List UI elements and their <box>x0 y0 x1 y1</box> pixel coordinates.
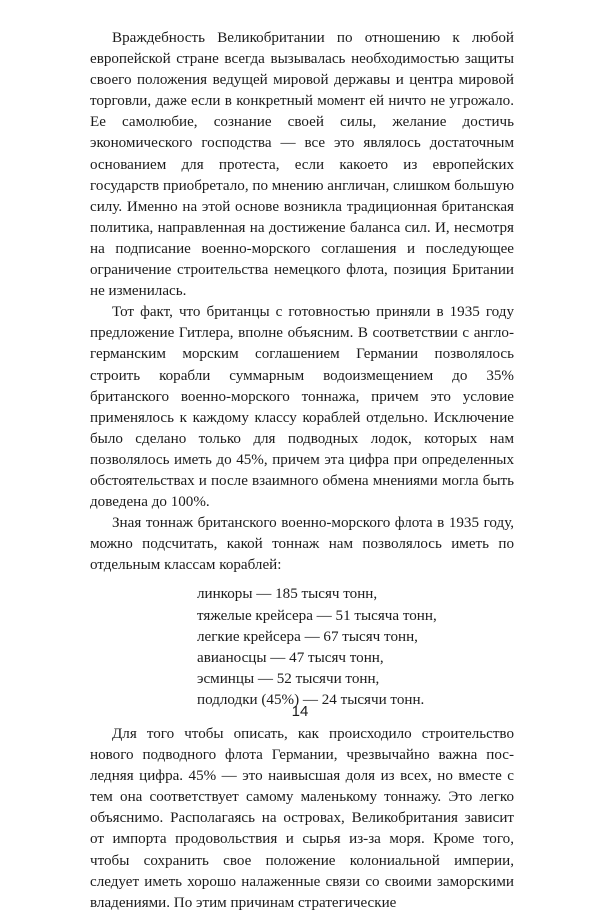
list-item: линкоры — 185 тысяч тонн, <box>197 586 378 603</box>
list-item: авианосцы — 47 тысяч тонн, <box>197 649 384 666</box>
list-item: подлодки (45%) — 24 тысячи тонн. <box>197 691 425 708</box>
ship-tonnage-list <box>90 584 514 711</box>
paragraph-2: Тот факт, что британцы с готовностью приняли в 1935 году предложение Гитлера, вполне объясним. В соответствии с англо-германским морским соглашением Германии позволялось строить корабли суммарным водоизмещением до 35% британского военно-морского тоннажа, причем это условие применялось к каждому классу кораблей отдельно. Исключение было сделано только для подводных лодок, которых нам позволялось иметь до 45%, причем эта цифра при определенных обстоятельствах и после взаимного обмена мнениями могла быть доведена до 100%. <box>90 304 514 511</box>
paragraph-4: Для того чтобы описать, как происходило строительство нового подводного флота Германии, чрезвычайно важна последняя цифра. 45% — это наивысшая доля из всех, но вместе с тем она соответствует самому маленькому тоннажу. Это легко объяснимо. Располагаясь на островах, Великобритания зависит от импорта продовольствия и сырья из-за моря. Кроме того, чтобы сохранить свое положение колониальной империи, следует иметь хорошо налаженные связи со своими заморскими владениями. По этим причинам стратегические <box>90 726 514 911</box>
page-body <box>90 28 514 914</box>
paragraph-3: Зная тоннаж британского военно-морского флота в 1935 году, можно подсчитать, какой тоннаж нам позволялось иметь по отдельным классам кораблей: <box>90 515 514 574</box>
list-item: легкие крейсера — 67 тысяч тонн, <box>197 628 418 645</box>
list-item: тяжелые крейсера — 51 тысяча тонн, <box>197 607 437 624</box>
page-number: 14 <box>291 703 309 720</box>
paragraph-1: Враждебность Великобритании по отношению к любой европейской стране всегда вызывалась необходимостью защиты своего положения ведущей мировой державы и центра мировой торговли, даже если в конкретный момент ей ничто не угрожало. Ее самолюбие, сознание своей силы, желание достичь экономического господства — все это являлось достаточным основанием для протеста, если какоето из европейских государств приобретало, по мнению англичан, слишком большую силу. Именно на этой основе возникла традиционная британская политика, направленная на достижение баланса сил. И, несмотря на подписание военно-морского соглашения и последующее ограничение строительства немецкого флота, позиция Британии не изменилась. <box>90 30 514 300</box>
list-item: эсминцы — 52 тысячи тонн, <box>197 670 380 687</box>
